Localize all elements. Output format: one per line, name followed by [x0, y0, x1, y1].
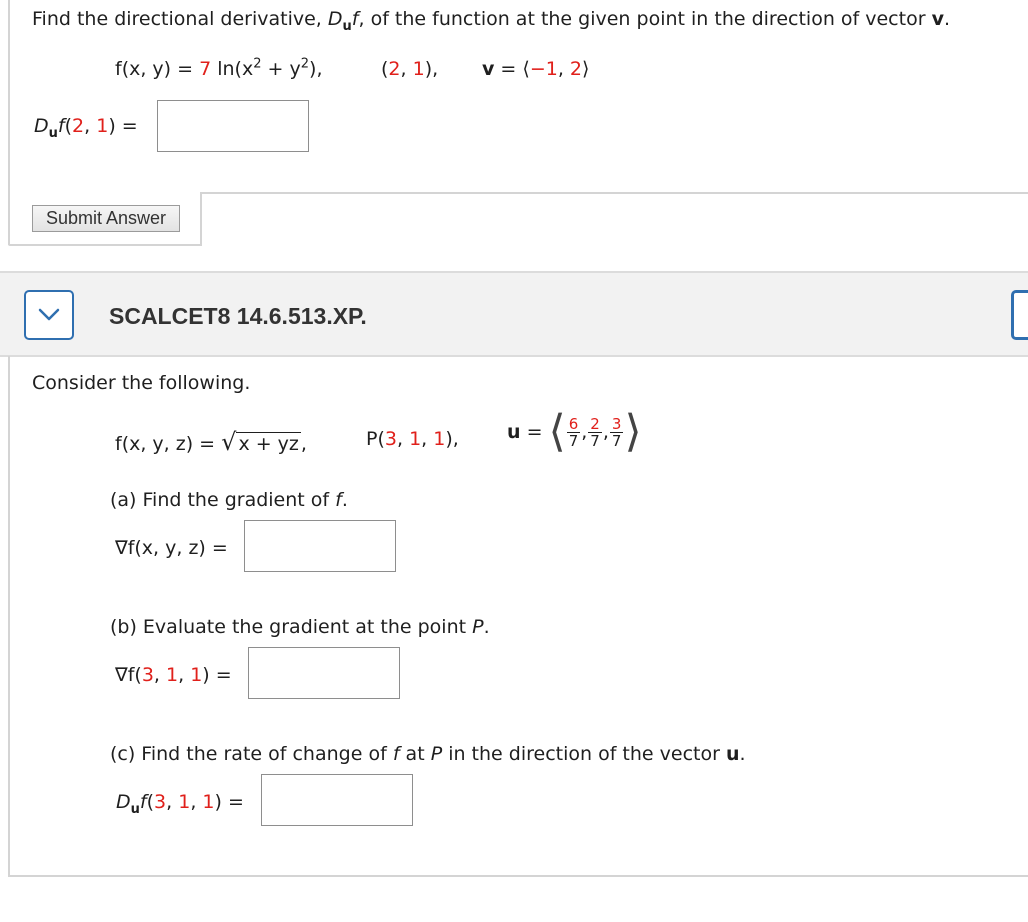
problem1-vector: v = ⟨−1, 2⟩	[482, 58, 590, 80]
part-a-label: ∇f(x, y, z) =	[115, 537, 228, 559]
part-b-label: ∇f(3, 1, 1) =	[115, 664, 232, 686]
problem2-intro: Consider the following.	[32, 372, 251, 394]
card2-border-bottom	[8, 875, 1028, 877]
part-c-label: $D_uf(3$, 1, 1) =	[116, 791, 244, 817]
gradient-input[interactable]	[244, 520, 396, 572]
gradient-at-p-input[interactable]	[248, 647, 400, 699]
bookmark-toggle-button[interactable]	[1011, 290, 1028, 340]
card1-border-step	[200, 192, 202, 246]
problem1-answer-input[interactable]	[157, 100, 309, 152]
chevron-down-icon	[26, 292, 72, 338]
problem2-code: SCALCET8 14.6.513.XP.	[109, 303, 367, 329]
part-a-prompt: (a) Find the gradient of f.	[110, 489, 348, 511]
expand-toggle-button[interactable]	[24, 290, 74, 340]
sqrt-icon: √	[221, 428, 237, 456]
problem1-answer-label: $D_uf(2$, 1) =	[34, 115, 138, 141]
problem2-u-vector: u = ⟨ $\frac{6}{7}$ , $\frac{2}{7}$ , $\frac{3}{7}$ ⟩	[507, 406, 642, 457]
part-b-prompt: (b) Evaluate the gradient at the point P.	[110, 616, 490, 638]
problem1-point: (2, 1),	[381, 58, 439, 80]
problem1-function: f(x, y) = 7 $\ln(x^2 + y^2)$,	[115, 56, 323, 80]
card2-border-left	[8, 356, 10, 876]
problem2-point: P(3, 1, 1),	[366, 428, 459, 450]
card1-border-bottom	[8, 244, 202, 246]
problem2-function: f(x, y, z) = √ x + yz ,	[115, 428, 307, 456]
card1-border-left	[8, 0, 10, 245]
problem1-prompt: Find the directional derivative, $D_uf$, of the function at the given point in the direction of vector v.	[32, 8, 950, 34]
part-c-prompt: (c) Find the rate of change of f at P in the direction of the vector u.	[110, 743, 746, 765]
rate-of-change-input[interactable]	[261, 774, 413, 826]
submit-answer-button[interactable]: Submit Answer	[32, 205, 180, 232]
card1-border-top-right	[200, 192, 1028, 194]
